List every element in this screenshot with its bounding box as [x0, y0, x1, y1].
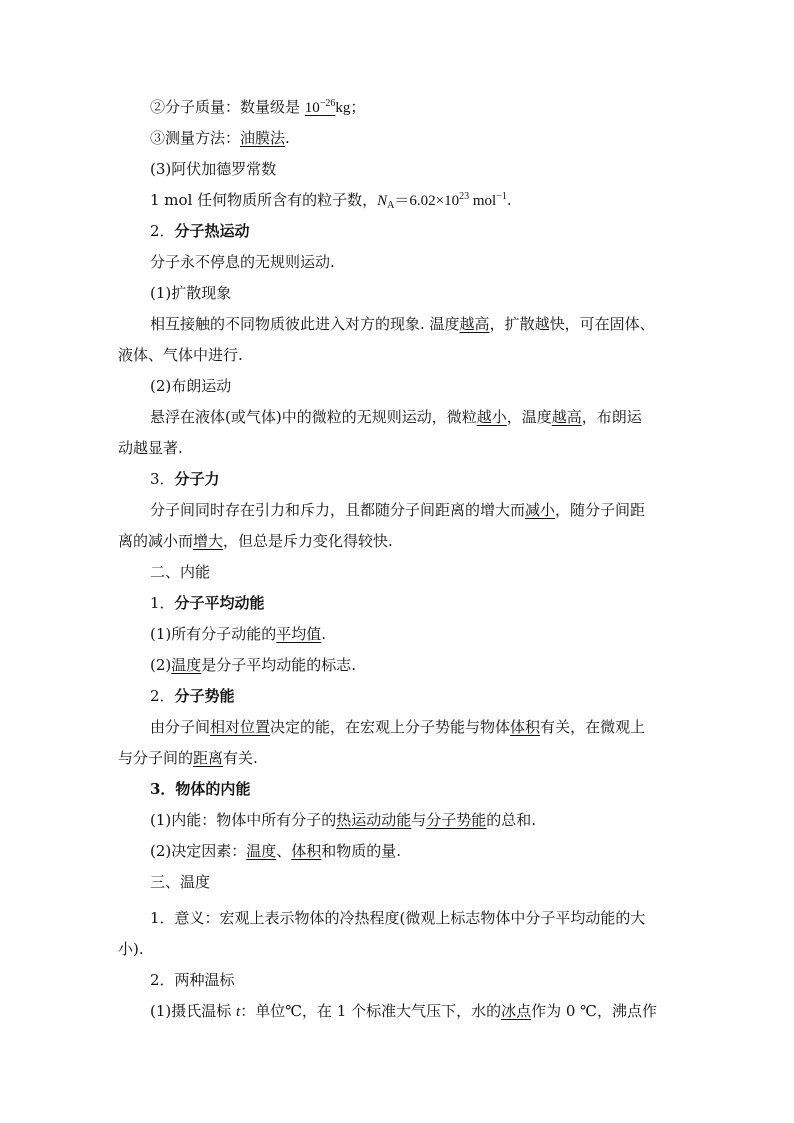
subheading-avogadro: (3)阿伏加德罗常数 — [150, 160, 277, 178]
line-brownian-cont: 动越显著. — [118, 439, 183, 457]
line-celsius-scale: (1)摄氏温标 t：单位℃，在 1 个标准大气压下，水的冰点作为 0 ℃，沸点作 — [150, 1002, 657, 1020]
answer-blank: 距离 — [193, 749, 224, 767]
answer-blank: 越高 — [551, 408, 582, 426]
answer-blank: 减小 — [525, 501, 556, 519]
heading-potential-energy: 2．分子势能 — [150, 687, 235, 705]
subheading-brownian: (2)布朗运动 — [150, 377, 232, 395]
line-brownian-def: 悬浮在液体(或气体)中的微粒的无规则运动，微粒越小，温度越高，布朗运 — [150, 408, 642, 426]
answer-blank: 平均值 — [276, 625, 322, 643]
line-potential-def: 由分子间相对位置决定的能，在宏观上分子势能与物体体积有关，在微观上 — [150, 718, 646, 736]
line-temperature-meaning: 1．意义：宏观上表示物体的冷热程度(微观上标志物体中分子平均动能的大 — [150, 909, 646, 927]
answer-blank: 温度 — [246, 842, 277, 860]
answer-blank: 冰点 — [501, 1002, 532, 1020]
section-heading-internal-energy: 二、内能 — [150, 563, 211, 581]
answer-blank: 越小 — [476, 408, 507, 426]
answer-blank: 相对位置 — [210, 718, 271, 736]
subheading-diffusion: (1)扩散现象 — [150, 284, 232, 302]
line-force-def: 分子间同时存在引力和斥力，且都随分子间距离的增大而减小，随分子间距 — [150, 501, 646, 519]
answer-blank: $10^{-26}$ — [304, 98, 336, 116]
line-temperature-mark: (2)温度是分子平均动能的标志. — [150, 656, 357, 674]
line-avogadro-definition: 1 mol 任何物质所含有的粒子数，$N_A=6.02\times 10^{23}$ mol$^{-1}$. — [150, 191, 512, 211]
heading-object-internal-energy: 3．物体的内能 — [150, 780, 251, 798]
line-force-cont: 离的减小而增大，但总是斥力变化得较快. — [118, 532, 393, 550]
line-internal-energy-def: (1)内能：物体中所有分子的热运动动能与分子势能的总和. — [150, 811, 537, 829]
heading-average-kinetic-energy: 1．分子平均动能 — [150, 594, 265, 612]
answer-blank: 增大 — [193, 532, 224, 550]
heading-thermal-motion: 2．分子热运动 — [150, 222, 250, 240]
answer-blank: 温度 — [171, 656, 202, 674]
heading-molecular-force: 3．分子力 — [150, 470, 220, 488]
answer-blank: 越高 — [459, 315, 490, 333]
answer-blank: 热运动动能 — [336, 811, 412, 829]
line-molecular-mass: ②分子质量：数量级是 $10^{-26}kg$； — [150, 98, 366, 116]
answer-blank: 分子势能 — [426, 811, 487, 829]
answer-blank: 体积 — [291, 842, 322, 860]
line-temperature-meaning-cont: 小). — [118, 940, 144, 958]
line-diffusion-cont: 液体、气体中进行. — [118, 346, 243, 364]
line-thermal-motion-def: 分子永不停息的无规则运动. — [150, 253, 335, 271]
line-determining-factors: (2)决定因素：温度、体积和物质的量. — [150, 842, 402, 860]
heading-two-scales: 2．两种温标 — [150, 971, 235, 989]
line-diffusion-def: 相互接触的不同物质彼此进入对方的现象. 温度越高，扩散越快，可在固体、 — [150, 315, 655, 333]
line-potential-cont: 与分子间的距离有关. — [118, 749, 258, 767]
section-heading-temperature: 三、温度 — [150, 873, 211, 891]
answer-blank: 油膜法 — [240, 129, 286, 147]
answer-blank: 体积 — [510, 718, 541, 736]
line-measurement-method: ③测量方法：油膜法. — [150, 129, 290, 147]
line-average-def: (1)所有分子动能的平均值. — [150, 625, 327, 643]
